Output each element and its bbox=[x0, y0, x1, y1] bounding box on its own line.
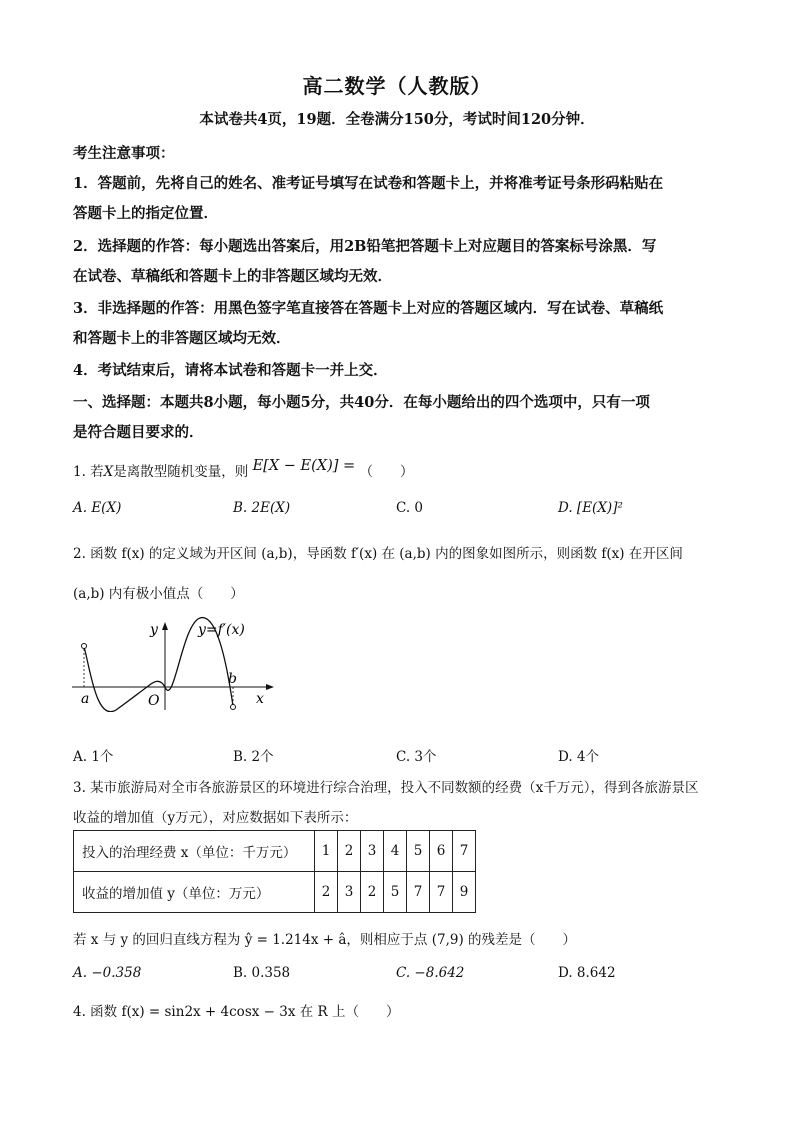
q2-option-a: A. 1个 bbox=[73, 749, 114, 765]
q3-option-b: B. 0.358 bbox=[233, 965, 291, 981]
x-axis-arrow bbox=[266, 684, 274, 690]
section1-instructions-line-2: 是符合题目要求的． bbox=[73, 424, 204, 441]
q2-option-b: B. 2个 bbox=[233, 749, 274, 765]
table-cell: 3 bbox=[338, 872, 361, 913]
q1-variable: X bbox=[103, 464, 114, 480]
derivative-graph bbox=[70, 612, 280, 712]
table-cell: 3 bbox=[361, 831, 384, 872]
endpoint-a-open-circle bbox=[82, 644, 87, 649]
label-origin: O bbox=[148, 693, 160, 709]
table-cell: 2 bbox=[338, 831, 361, 872]
y-axis-arrow bbox=[162, 622, 168, 630]
table-cell: 5 bbox=[407, 831, 430, 872]
notice-line-1: 1．答题前，先将自己的姓名、准考证号填写在试卷和答题卡上，并将准考证号条形码粘贴在 bbox=[73, 175, 664, 192]
table-cell: 2 bbox=[315, 872, 338, 913]
table-row bbox=[74, 831, 476, 872]
notice-heading: 考生注意事项： bbox=[73, 145, 175, 162]
q1-option-c: C. 0 bbox=[396, 500, 424, 516]
notice-line-7: 4．考试结束后，请将本试卷和答题卡一并上交． bbox=[73, 362, 388, 379]
section1-instructions-line-1: 一、选择题：本题共8小题，每小题5分，共40分．在每小题给出的四个选项中，只有一项 bbox=[73, 394, 650, 411]
notice-line-6: 和答题卡上的非答题区域均无效． bbox=[73, 330, 291, 347]
table-row bbox=[74, 872, 476, 913]
q1-option-b: B. 2E(X) bbox=[233, 500, 291, 516]
notice-line-3: 2．选择题的作答：每小题选出答案后，用2B铅笔把答题卡上对应题目的答案标号涂黑．写 bbox=[73, 238, 657, 255]
table-cell: 1 bbox=[315, 831, 338, 872]
table-cell: 6 bbox=[430, 831, 453, 872]
question-3-stem-line-1: 3. 某市旅游局对全市各旅游景区的环境进行综合治理，投入不同数额的经费（x千万元），得到各旅游景区 bbox=[73, 780, 699, 796]
table-cell: 7 bbox=[407, 872, 430, 913]
question-4-stem: 4. 函数 f(x) = sin2x + 4cosx − 3x 在 R 上（ ） bbox=[73, 1004, 400, 1020]
table-cell: 7 bbox=[453, 831, 476, 872]
table-row-label-x: 投入的治理经费 x（单位：千万元） bbox=[74, 831, 315, 872]
question-1-stem bbox=[73, 460, 413, 480]
q2-option-d: D. 4个 bbox=[558, 749, 600, 765]
table-cell: 4 bbox=[384, 831, 407, 872]
question-3-stem-line-3: 若 x 与 y 的回归直线方程为 ŷ = 1.214x + â，则相应于点 (7,9) 的残差是（ ） bbox=[73, 932, 577, 948]
table-cell: 2 bbox=[361, 872, 384, 913]
label-x: x bbox=[256, 691, 264, 707]
question-2-stem-line-2: (a,b) 内有极小值点（ ） bbox=[73, 586, 244, 602]
label-curve: y=f′(x) bbox=[198, 622, 245, 638]
exam-subtitle: 本试卷共4页，19题．全卷满分150分，考试时间120分钟． bbox=[199, 111, 595, 128]
notice-line-4: 在试卷、草稿纸和答题卡上的非答题区域均无效． bbox=[73, 268, 392, 285]
label-a: a bbox=[81, 691, 90, 707]
label-y: y bbox=[150, 622, 158, 638]
q1-option-a: A. E(X) bbox=[73, 500, 122, 516]
table-row-label-y: 收益的增加值 y（单位：万元） bbox=[74, 872, 315, 913]
notice-line-2: 答题卡上的指定位置． bbox=[73, 205, 218, 222]
endpoint-b-open-circle bbox=[231, 705, 236, 710]
q1-paren: （ ） bbox=[359, 464, 414, 480]
q2-option-c: C. 3个 bbox=[396, 749, 437, 765]
q3-option-a: A. −0.358 bbox=[73, 965, 142, 981]
question-3-stem-line-2: 收益的增加值（y万元），对应数据如下表所示： bbox=[73, 810, 358, 826]
table-cell: 5 bbox=[384, 872, 407, 913]
notice-line-5: 3．非选择题的作答：用黑色签字笔直接答在答题卡上对应的答题区域内．写在试卷、草稿纸 bbox=[73, 300, 664, 317]
q1-prefix: 1. 若 bbox=[73, 464, 104, 480]
exam-title: 高二数学（人教版） bbox=[302, 74, 492, 98]
q3-option-c: C. −8.642 bbox=[396, 965, 465, 981]
q1-option-d: D. [E(X)]² bbox=[558, 500, 623, 516]
q3-data-table bbox=[73, 830, 476, 913]
label-b: b bbox=[228, 671, 237, 687]
table-cell: 7 bbox=[430, 872, 453, 913]
q1-expression: E[X − E(X)] = bbox=[252, 458, 356, 474]
table-cell: 9 bbox=[453, 872, 476, 913]
question-2-stem-line-1: 2. 函数 f(x) 的定义域为开区间 (a,b)，导函数 f′(x) 在 (a,b) 内的图象如图所示，则函数 f(x) 在开区间 bbox=[73, 546, 683, 562]
q3-option-d: D. 8.642 bbox=[558, 965, 616, 981]
q1-middle: 是离散型随机变量，则 bbox=[113, 464, 249, 480]
